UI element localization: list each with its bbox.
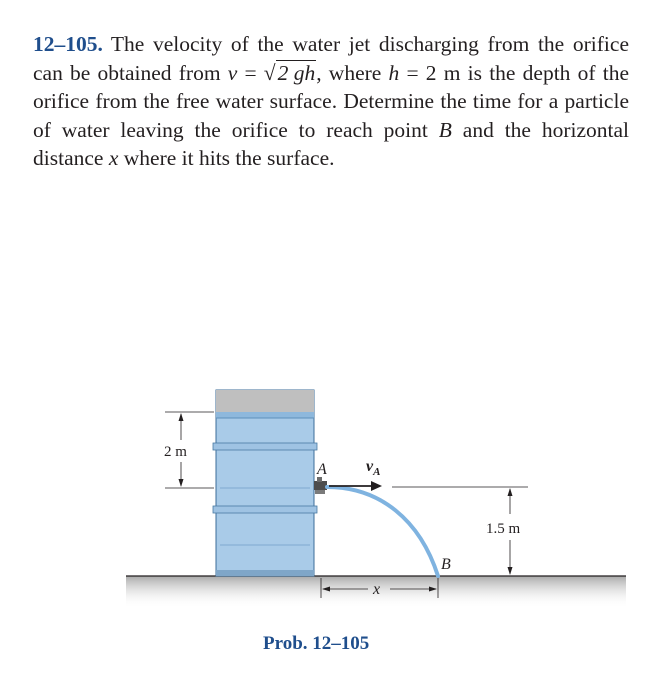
velocity-variable: v — [227, 60, 238, 85]
orifice-nozzle-icon — [314, 477, 327, 494]
depth-variable: h — [388, 60, 400, 85]
tank-hoop-lower — [213, 506, 317, 513]
problem-text-3: = 2 m is the depth of the orifice from the free water surface. Determine the time for a particle of water leaving the orifice to reach point — [33, 60, 629, 142]
point-b-variable: B — [438, 117, 452, 142]
distance-variable: x — [108, 146, 119, 170]
depth-dimension — [164, 412, 214, 488]
figure-caption: Prob. 12–105 — [263, 633, 370, 654]
problem-text-4: and the horizontal distance — [33, 117, 630, 170]
problem-text-1: The velocity of the water jet discharging from the orifice can be obtained from — [33, 32, 629, 85]
tank-hoop-upper — [213, 443, 317, 450]
point-b-label: B — [441, 556, 451, 573]
water-jet — [327, 487, 438, 576]
sqrt-sign-icon: √ — [263, 60, 276, 85]
water-tank — [213, 390, 317, 576]
height-dimension — [486, 488, 521, 575]
sqrt-argument: 2 gh — [277, 60, 316, 85]
problem-text-5: where it hits the surface. — [118, 146, 335, 170]
velocity-label: $v_A$ — [366, 458, 381, 478]
problem-number: 12–105. — [33, 32, 103, 56]
depth-label: 2 m — [164, 444, 187, 460]
problem-text-2: , where — [316, 60, 389, 85]
tank-top-air — [216, 390, 314, 412]
point-a-label: A — [317, 461, 327, 478]
formula-equals: = — [237, 60, 264, 85]
distance-label: x — [373, 581, 381, 598]
height-label: 1.5 m — [486, 521, 521, 537]
